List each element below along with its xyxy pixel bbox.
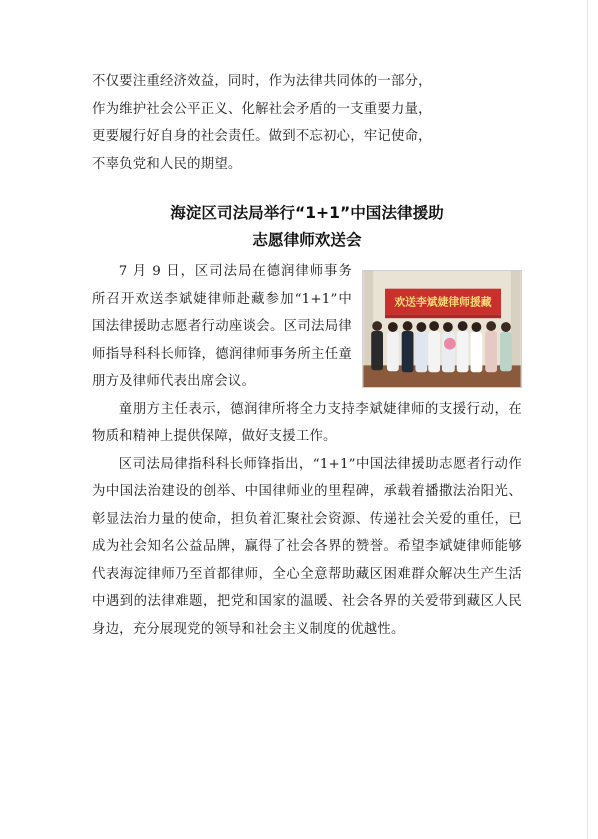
document-body	[92, 68, 522, 643]
article-title-line-2: 志愿律师欢送会	[252, 231, 362, 249]
article-paragraph-2: 童朋方主任表示，德润律所将全力支持李斌婕律师的支援行动，在物质和精神上提供保障，做好支援工作。	[92, 401, 522, 444]
article-paragraph-1: 7 月 9 日，区司法局在德润律师事务所召开欢送李斌婕律师赴藏参加“1+1”中国法律援助志愿者行动座谈会。区司法局律师指导科科长师锋，德润律师事务所主任童朋方及律师代表出席会议。	[92, 264, 352, 389]
intro-line: 更要履行好自身的社会责任。做到不忘初心，牢记使命，	[92, 129, 432, 144]
intro-line: 作为维护社会公平正义、化解社会矛盾的一支重要力量，	[92, 101, 432, 117]
article-paragraph-3: 区司法局律指科科长师锋指出，“1+1”中国法律援助志愿者行动作为中国法治建设的创举、中国律师业的里程碑，承载着播撒法治阳光、彰显法治力量的使命，担负着汇聚社会资源、传递社会关爱的重任，已成为社会知名公益品牌，赢得了社会各界的赞誉。希望李斌婕律师能够代表海淀律师乃至首都律师，全心全意帮助藏区困难群众解决生产生活中遇到的法律难题，把党和国家的温暖、社会各界的关爱带到藏区人民身边，充分展现党的领导和社会主义制度的优越性。	[92, 456, 522, 637]
article-title	[92, 200, 522, 254]
page-edge	[587, 0, 588, 839]
event-photo	[362, 270, 522, 388]
event-photo-image	[362, 270, 522, 388]
intro-line: 不仅要注重经济效益，同时，作为法律共同体的一部分，	[92, 74, 432, 89]
bouquet	[444, 338, 456, 350]
intro-line: 不辜负党和人民的期望。	[92, 156, 242, 172]
banner-text: 欢送李斌婕律师援藏	[394, 295, 492, 309]
article-title-line-1: 海淀区司法局举行“1+1”中国法律援助	[170, 204, 444, 222]
